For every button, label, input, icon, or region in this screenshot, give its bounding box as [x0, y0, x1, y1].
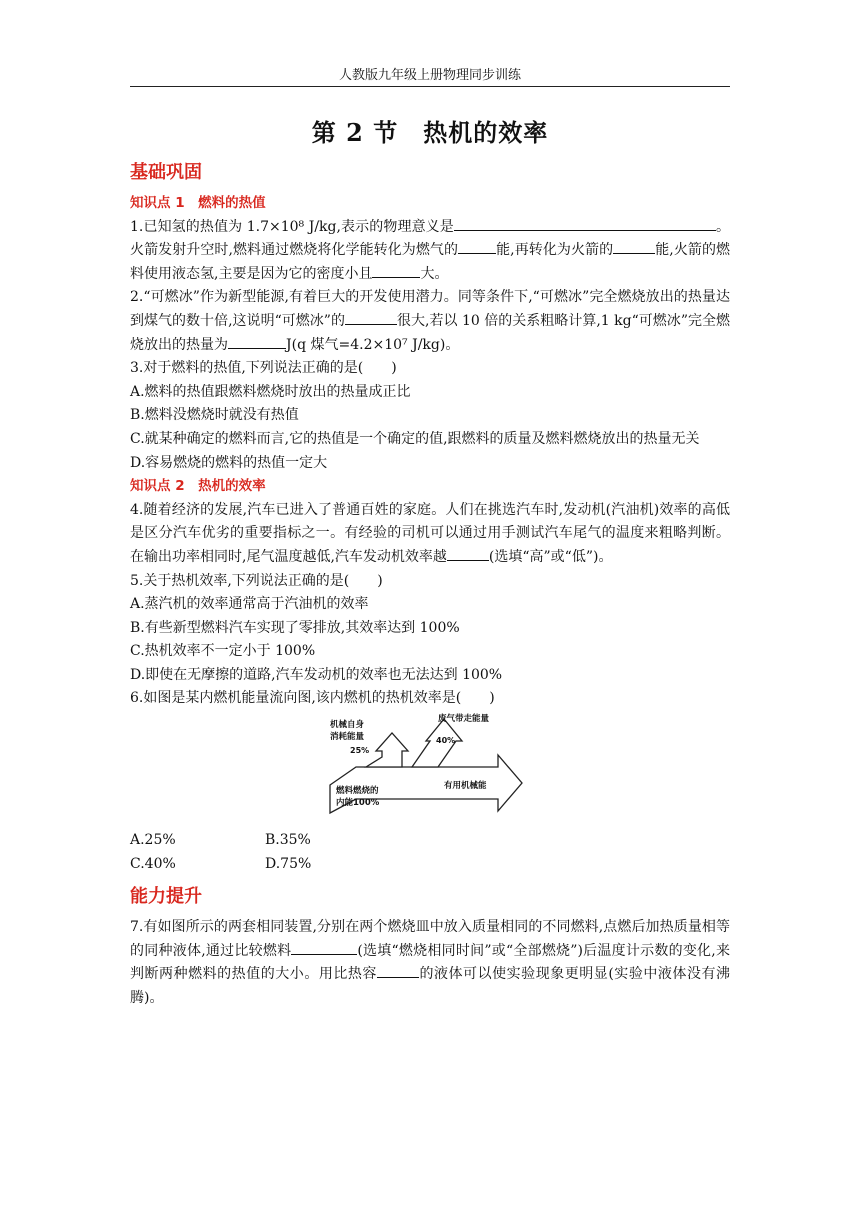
question-7 — [130, 916, 730, 1010]
knowledge-point-1: 知识点 1 燃料的热值 — [130, 195, 266, 211]
fig-useful-label: 有用机械能 — [444, 781, 487, 792]
section-heading-basic: 基础巩固 — [130, 162, 202, 183]
q7-text-c: 的液体可以使实验现象更明显(实验中液体没有沸腾)。 — [130, 966, 730, 1007]
q1-blank-meaning[interactable] — [454, 216, 716, 231]
energy-flow-diagram — [326, 713, 526, 825]
question-6-options-row-1 — [130, 829, 730, 853]
fig-input-label-1: 燃料燃烧的 — [336, 786, 379, 797]
question-6-option-b[interactable]: B.35% — [265, 832, 311, 849]
q2-text-a: 2.“可燃冰”作为新型能源,有着巨大的开发使用潜力。同等条件下,“可燃冰”完全燃烧放出的热量达到煤气的数十倍,这说明“可燃冰”的 — [130, 289, 730, 329]
q1-text-d: 能,再转化为火箭的 — [496, 242, 614, 259]
question-6-option-c[interactable]: C.40% — [130, 855, 176, 872]
fig-mech-label-2: 消耗能量 — [330, 732, 365, 743]
q1-blank-energy-1[interactable] — [458, 239, 496, 254]
question-6-options-row-2 — [130, 853, 730, 877]
question-3-stem: 3.对于燃料的热值,下列说法正确的是( ) — [130, 360, 397, 377]
question-1 — [130, 216, 730, 287]
q2-blank-property[interactable] — [345, 310, 397, 325]
fig-mech-pct: 25% — [350, 746, 370, 756]
section-heading-advanced: 能力提升 — [130, 886, 202, 908]
mechanical-loss-arrow — [366, 733, 408, 767]
q2-blank-heat[interactable] — [228, 334, 286, 349]
fig-exhaust-pct: 40% — [436, 736, 456, 746]
knowledge-point-2: 知识点 2 热机的效率 — [130, 478, 266, 495]
fig-exhaust-label: 废气带走能量 — [438, 714, 490, 725]
q1-text-b: 。 — [715, 218, 731, 235]
question-3-option-d[interactable]: D.容易燃烧的燃料的热值一定大 — [130, 454, 328, 471]
q7-text-b: (选填“燃烧相同时间”或“全部燃烧”)后温度计示数的变化,来判断两种燃料的热值的大小。用比热容 — [130, 942, 730, 983]
question-4 — [130, 499, 730, 570]
question-6-option-a[interactable]: A.25% — [130, 832, 176, 849]
fig-input-label-2: 内能100% — [336, 798, 380, 809]
header-rule — [130, 86, 730, 87]
q4-text-a: 4.随着经济的发展,汽车已进入了普通百姓的家庭。人们在挑选汽车时,发动机(汽油机)效率的高低是区分汽车优劣的重要指标之一。有经验的司机可以通过用手测试汽车尾气的温度来粗略判断。在输出功率相同时,尾气温度越低,汽车发动机效率越 — [130, 501, 730, 565]
q1-text-c: 火箭发射升空时,燃料通过燃烧将化学能转化为燃气的 — [130, 242, 459, 259]
question-3-option-b[interactable]: B.燃料没燃烧时就没有热值 — [130, 407, 299, 424]
page-title: 第 2 节 热机的效率 — [311, 118, 549, 147]
worksheet-content — [130, 160, 730, 1011]
q2-text-c: J(q 煤气=4.2×10⁷ J/kg)。 — [286, 336, 460, 353]
question-3-option-c[interactable]: C.就某种确定的燃料而言,它的热值是一个确定的值,跟燃料的质量及燃料燃烧放出的热量无关 — [130, 430, 700, 447]
q2-text-b: 很大,若以 10 倍的关系粗略计算,1 kg“可燃冰”完全燃烧放出的热量为 — [130, 312, 731, 353]
question-2 — [130, 286, 730, 357]
q1-blank-energy-2[interactable] — [613, 239, 655, 254]
question-6-option-d[interactable]: D.75% — [265, 855, 312, 872]
q1-text-e: 能,火箭的燃料使用液态氢,主要是因为它的密度小且 — [130, 242, 731, 282]
q1-text-f: 大。 — [420, 265, 449, 282]
question-5-option-a[interactable]: A.蒸汽机的效率通常高于汽油机的效率 — [130, 596, 369, 613]
q7-blank-2[interactable] — [377, 963, 419, 978]
q7-blank-1[interactable] — [291, 940, 357, 955]
energy-flow-svg — [326, 713, 526, 825]
fig-mech-label-1: 机械自身 — [330, 720, 365, 731]
q1-blank-property[interactable] — [372, 263, 420, 278]
q4-blank[interactable] — [447, 546, 489, 561]
q1-text-a: 1.已知氢的热值为 1.7×10⁸ J/kg,表示的物理意义是 — [130, 218, 454, 235]
question-5-option-b[interactable]: B.有些新型燃料汽车实现了零排放,其效率达到 100% — [130, 619, 460, 636]
question-5-option-c[interactable]: C.热机效率不一定小于 100% — [130, 643, 316, 660]
page-header: 人教版九年级上册物理同步训练 — [338, 68, 521, 83]
question-3-option-a[interactable]: A.燃料的热值跟燃料燃烧时放出的热量成正比 — [130, 383, 411, 400]
q7-text-a: 7.有如图所示的两套相同装置,分别在两个燃烧皿中放入质量相同的不同燃料,点燃后加热质量相等的同种液体,通过比较燃料 — [130, 919, 730, 959]
question-6-stem: 6.如图是某内燃机能量流向图,该内燃机的热机效率是( ) — [130, 690, 495, 707]
spacer — [130, 876, 730, 884]
question-5-option-d[interactable]: D.即使在无摩擦的道路,汽车发动机的效率也无法达到 100% — [130, 666, 503, 683]
q4-text-b: (选填“高”或“低”)。 — [488, 548, 613, 565]
question-5-stem: 5.关于热机效率,下列说法正确的是( ) — [130, 572, 383, 589]
